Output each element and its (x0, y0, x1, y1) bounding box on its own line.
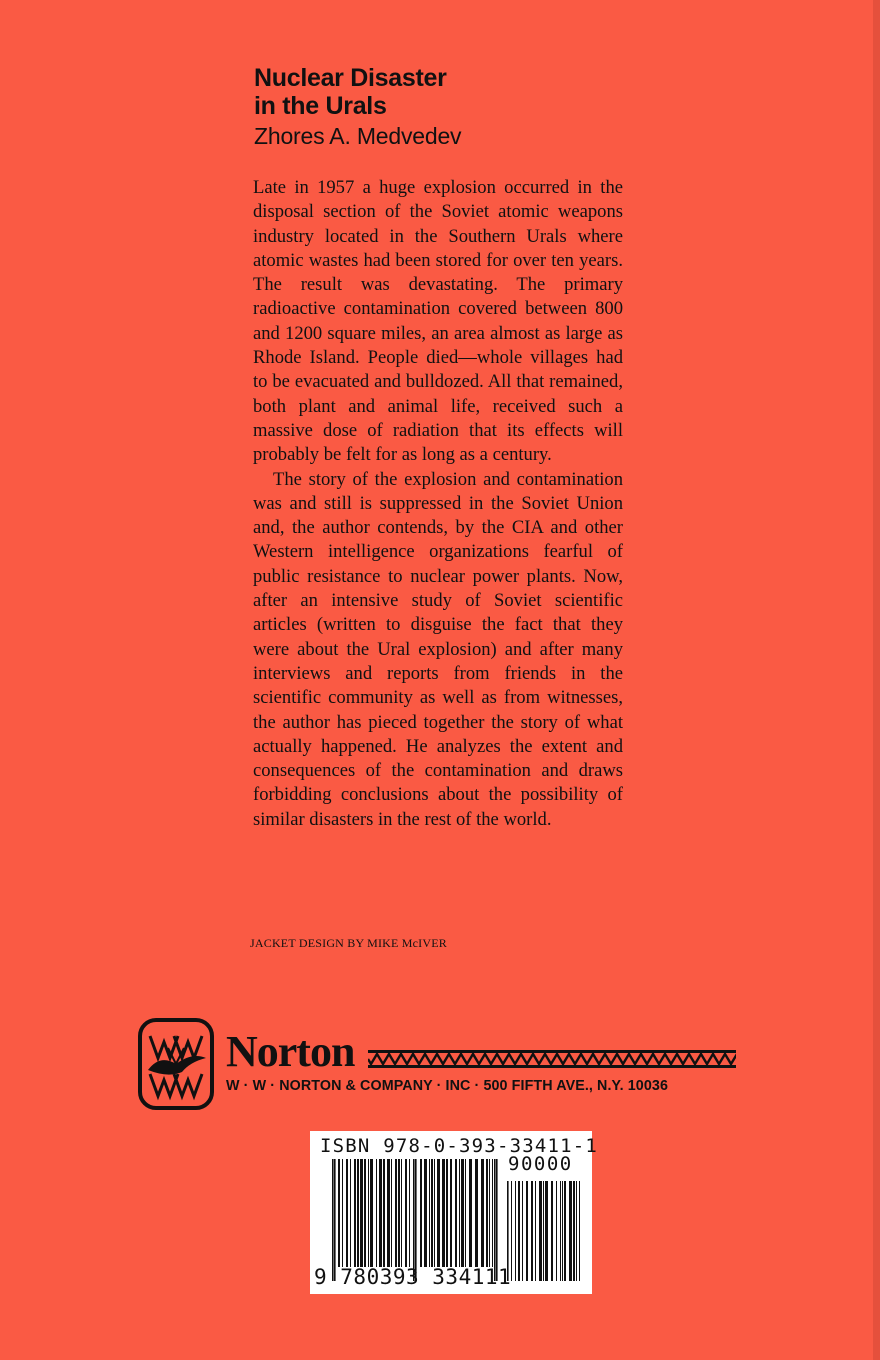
barcode-bar (379, 1159, 382, 1267)
barcode-bar (465, 1159, 466, 1267)
addon-bar (579, 1181, 580, 1281)
barcode-bar (398, 1159, 400, 1267)
addon-bar (543, 1181, 544, 1281)
price-code: 90000 (508, 1153, 573, 1175)
norton-seal-logo (138, 1018, 214, 1110)
barcode-bar (368, 1159, 369, 1267)
publisher-address: W · W · NORTON & COMPANY · INC · 500 FIFTH AVE., N.Y. 10036 (226, 1078, 669, 1094)
barcode-bar (459, 1159, 460, 1267)
barcode-bar (360, 1159, 363, 1267)
barcode-bar (350, 1159, 351, 1267)
cover-edge (873, 0, 880, 1360)
barcode-bar (492, 1159, 493, 1267)
barcode-bar (338, 1159, 340, 1267)
barcode-bar (434, 1159, 435, 1267)
barcode-bar (481, 1159, 484, 1267)
blurb-paragraph-2: The story of the explosion and contamination was and still is suppressed in the Soviet Union and, the author contends, by the CIA and other Western intelligence organizations fearful of public resistance to nuclear power plants. Now, after an intensive study of Soviet scientific articles (written to disguise the fact that they were about the Ural explosion) and after many interviews and reports from friends in the scientific community as well as from witnesses, the author has pieced together the story of what actually happened. He analyzes the extent and consequences of the contamination and draws forbidding conclusions about the possibility of similar disasters in the rest of the world. (253, 468, 623, 830)
barcode-bar (391, 1159, 392, 1267)
barcode-bar (409, 1159, 410, 1267)
barcode-bar (357, 1159, 359, 1267)
barcode-guard-bar (496, 1159, 498, 1281)
barcode-bar (420, 1159, 422, 1267)
barcode-bar (342, 1159, 343, 1267)
barcode-bar (431, 1159, 433, 1267)
addon-bar (564, 1181, 566, 1281)
publisher-name: Norton (226, 1027, 355, 1076)
addon-bar (551, 1181, 553, 1281)
addon-bar (515, 1181, 516, 1281)
barcode-bar (437, 1159, 440, 1267)
book-title (254, 64, 674, 120)
barcode-bar (475, 1159, 478, 1267)
addon-bar (560, 1181, 561, 1281)
barcode-bar (401, 1159, 402, 1267)
barcode-bar (395, 1159, 397, 1267)
barcode-bar (405, 1159, 407, 1267)
barcode-bar (461, 1159, 464, 1267)
barcode-bar (424, 1159, 427, 1267)
addon-bar (556, 1181, 557, 1281)
barcode-bar (469, 1159, 472, 1267)
addon-bar (562, 1181, 563, 1281)
addon-bar (535, 1181, 536, 1281)
barcode-bar (370, 1159, 373, 1267)
blurb-paragraph-1: Late in 1957 a huge explosion occurred in the disposal section of the Soviet atomic weapons industry located in the Southern Urals where atomic wastes had been stored for over ten years. The result was devastating. The primary radioactive contamination covered between 800 and 1200 square miles, an area almost as large as Rhode Island. People died—whole villages had to be evacuated and bulldozed. All that remained, both plant and animal life, received such a massive dose of radiation that its effects will probably be felt for as long as a century. (253, 177, 623, 466)
decorative-zigzag-band (368, 1050, 736, 1068)
isbn-barcode (310, 1131, 599, 1294)
addon-bar (518, 1181, 520, 1281)
barcode-bar (387, 1159, 390, 1267)
barcode-bar (354, 1159, 356, 1267)
barcode-guard-bar (413, 1159, 415, 1281)
barcode-bar (364, 1159, 366, 1267)
addon-bar (569, 1181, 572, 1281)
barcode-bar (376, 1159, 377, 1267)
barcode-bar (429, 1159, 430, 1267)
barcode-guard-bar (334, 1159, 336, 1281)
barcode-bar (489, 1159, 490, 1267)
addon-bar (539, 1181, 542, 1281)
addon-bar (522, 1181, 523, 1281)
barcode-bar (383, 1159, 385, 1267)
barcode-bar (446, 1159, 448, 1267)
addon-bar (573, 1181, 575, 1281)
jacket-design-credit: JACKET DESIGN BY MIKE McIVER (250, 936, 447, 950)
barcode-bar (442, 1159, 445, 1267)
barcode-guard-bar (415, 1159, 417, 1281)
barcode-bar (450, 1159, 452, 1267)
barcode-guard-bar (494, 1159, 496, 1281)
isbn-label: ISBN 978-0-393-33411-1 (320, 1135, 599, 1157)
barcode-guard-bar (332, 1159, 334, 1281)
blurb (253, 176, 623, 832)
barcode-bar (486, 1159, 488, 1267)
barcode-bar (455, 1159, 457, 1267)
addon-bar (576, 1181, 577, 1281)
book-title-line-1: Nuclear Disaster (254, 64, 447, 92)
addon-bar (545, 1181, 548, 1281)
ean-digits: 9 780393 334111 (314, 1265, 512, 1289)
book-title-line-2: in the Urals (254, 92, 387, 120)
addon-bar (526, 1181, 528, 1281)
author-name: Zhores A. Medvedev (254, 123, 462, 149)
barcode-bar (346, 1159, 348, 1267)
addon-bar (531, 1181, 533, 1281)
